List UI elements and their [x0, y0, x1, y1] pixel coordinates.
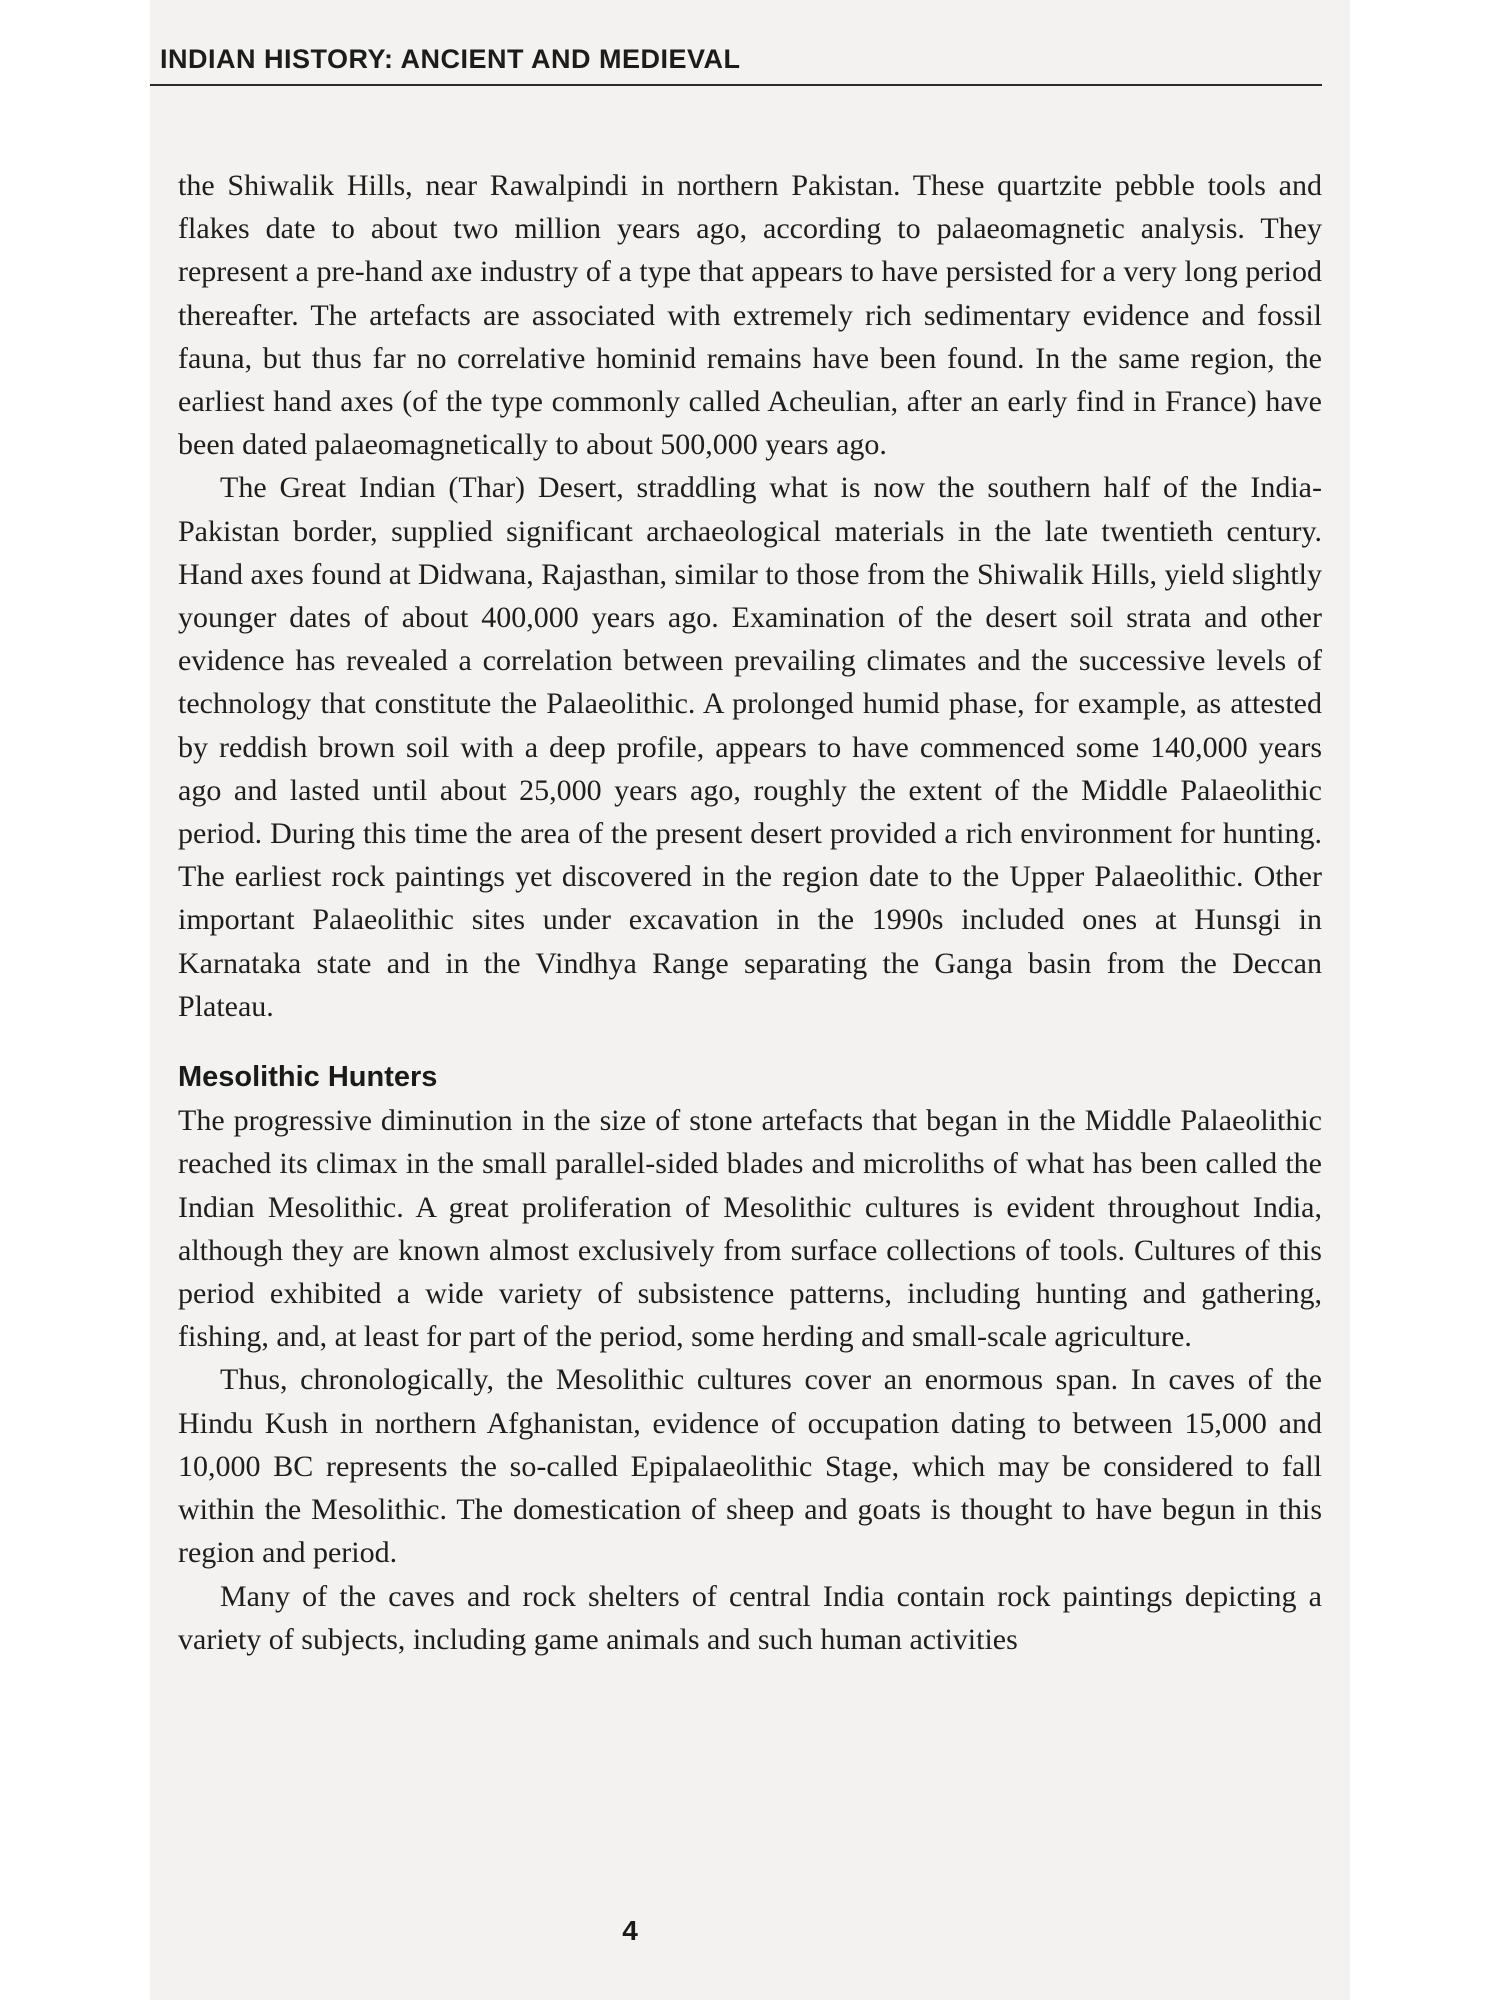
paragraph: The progressive diminution in the size of stone artefacts that began in the Middle Palaeolithic reached its climax in the small parallel-sided blades and microliths of what has been called the Indian Mesolithic. A great proliferation of Mesolithic cultures is evident throughout India, although they are known almost exclusively from surface collections of tools. Cultures of this period exhibited a wide variety of subsistence patterns, including hunting and gathering, fishing, and, at least for part of the period, some herding and small-scale agriculture. [178, 1104, 1322, 1354]
paragraph: the Shiwalik Hills, near Rawalpindi in northern Pakistan. These quartzite pebble tools and flakes date to about two million years ago, according to palaeomagnetic analysis. They represent a pre-hand axe industry of a type that appears to have persisted for a very long period thereafter. The artefacts are associated with extremely rich sedimentary evidence and fossil fauna, but thus far no correlative hominid remains have been found. In the same region, the earliest hand axes (of the type commonly called Acheulian, after an early find in France) have been dated palaeomagnetically to about 500,000 years ago. [178, 169, 1322, 462]
paragraph: Many of the caves and rock shelters of central India contain rock paintings depicting a variety of subjects, including game animals and such human activities [178, 1579, 1322, 1656]
paragraph: Thus, chronologically, the Mesolithic cultures cover an enormous span. In caves of the Hindu Kush in northern Afghanistan, evidence of occupation dating to between 15,000 and 10,000 BC represents the so-called Epipalaeolithic Stage, which may be considered to fall within the Mesolithic. The domestication of sheep and goats is thought to have begun in this region and period. [178, 1363, 1322, 1570]
header-rule [150, 84, 1322, 86]
running-header: INDIAN HISTORY: ANCIENT AND MEDIEVAL [160, 44, 741, 74]
paragraph: The Great Indian (Thar) Desert, straddling what is now the southern half of the India-Pakistan border, supplied significant archaeological materials in the late twentieth century. Hand axes found at Didwana, Rajasthan, similar to those from the Shiwalik Hills, yield slightly younger dates of about 400,000 years ago. Examination of the desert soil strata and other evidence has revealed a correlation between prevailing climates and the successive levels of technology that constitute the Palaeolithic. A prolonged humid phase, for example, as attested by reddish brown soil with a deep profile, appears to have commenced some 140,000 years ago and lasted until about 25,000 years ago, roughly the extent of the Middle Palaeolithic period. During this time the area of the present desert provided a rich environment for hunting. The earliest rock paintings yet discovered in the region date to the Upper Palaeolithic. Other important Palaeolithic sites under excavation in the 1990s included ones at Hunsgi in Karnataka state and in the Vindhya Range separating the Ganga basin from the Deccan Plateau. [178, 471, 1322, 1023]
section-heading: Mesolithic Hunters [178, 1061, 438, 1094]
page-number: 4 [622, 1915, 638, 1946]
page-body [178, 164, 1322, 1661]
